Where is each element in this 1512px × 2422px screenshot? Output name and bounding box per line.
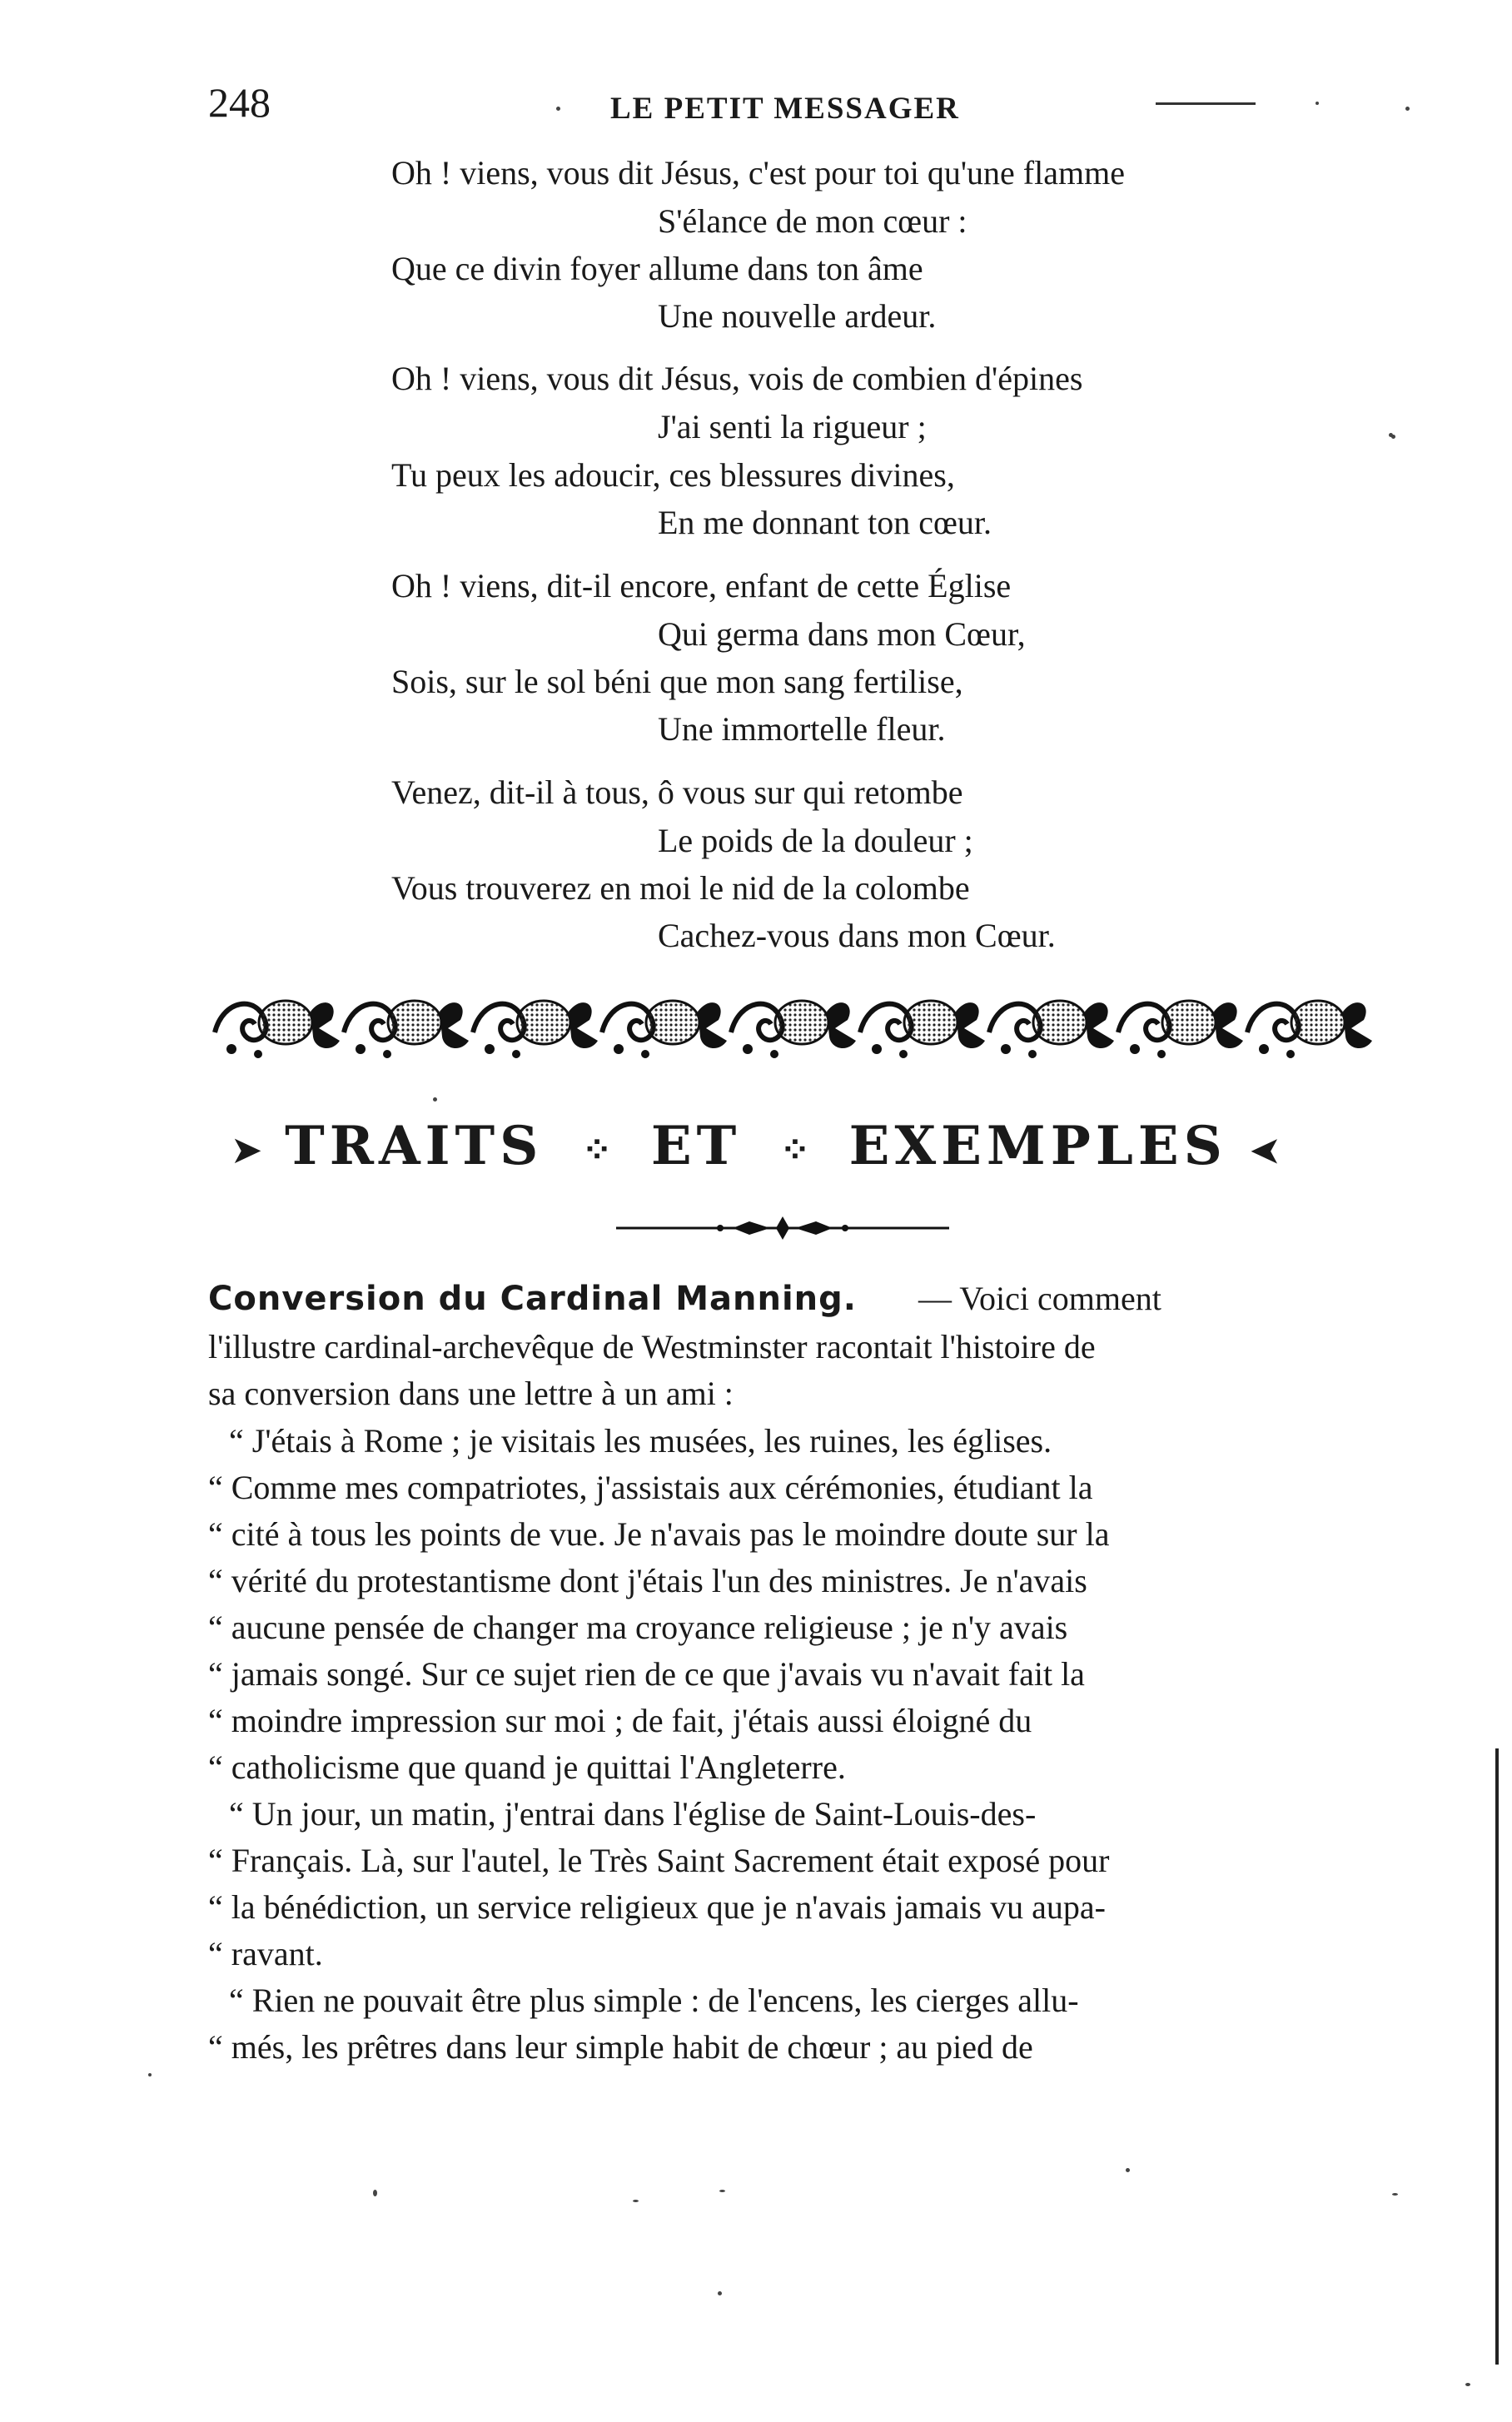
- verse-line: Oh ! viens, dit-il encore, enfant de cette Église: [391, 567, 1012, 604]
- article-line: “ Français. Là, sur l'autel, le Très Saint Sacrement était exposé pour: [208, 1842, 1110, 1879]
- header-rule: [1156, 102, 1256, 105]
- article-title: Conversion du Cardinal Manning.: [208, 1280, 857, 1318]
- page-number: 248: [208, 79, 271, 126]
- article-line: “ vérité du protestantisme dont j'étais l'un des ministres. Je n'avais: [208, 1562, 1087, 1599]
- print-speck: [1405, 107, 1410, 111]
- print-speck: [433, 1097, 437, 1102]
- verse-line: Une nouvelle ardeur.: [658, 297, 937, 335]
- print-speck: [718, 2291, 722, 2295]
- article-line: “ Un jour, un matin, j'entrai dans l'église de Saint-Louis-des-: [229, 1795, 1037, 1833]
- section-heading: [0, 1115, 1512, 1177]
- verse-line: Le poids de la douleur ;: [658, 822, 973, 859]
- verse-line: Venez, dit-il à tous, ô vous sur qui retombe: [391, 773, 963, 811]
- diamond-separator-icon: ⁘: [581, 1128, 613, 1171]
- print-speck: [1465, 2383, 1470, 2386]
- arrow-left-icon: ➤: [1251, 1129, 1281, 1171]
- article-line: “ ravant.: [208, 1935, 323, 1972]
- heading-word: EXEMPLES: [848, 1115, 1227, 1177]
- flourish-rule: [616, 1211, 949, 1245]
- print-speck: [633, 2200, 639, 2202]
- article-first-line: [208, 1280, 1161, 1318]
- vine-ornament-band: [206, 982, 1372, 1066]
- article-line: “ Rien ne pouvait être plus simple : de l'encens, les cierges allu-: [229, 1982, 1079, 2019]
- article-title-continuation: — Voici comment: [918, 1280, 1161, 1317]
- article-line: “ catholicisme que quand je quittai l'Angleterre.: [208, 1748, 846, 1786]
- verse-line: Cachez-vous dans mon Cœur.: [658, 917, 1056, 954]
- article-line: “ més, les prêtres dans leur simple habit de chœur ; au pied de: [208, 2028, 1033, 2066]
- verse-line: Qui germa dans mon Cœur,: [658, 615, 1026, 653]
- print-speck: [373, 2190, 377, 2196]
- article-line: “ jamais songé. Sur ce sujet rien de ce que j'avais vu n'avait fait la: [208, 1655, 1085, 1693]
- verse-line: Que ce divin foyer allume dans ton âme: [391, 250, 923, 287]
- verse-line: Oh ! viens, vous dit Jésus, vois de combien d'épines: [391, 360, 1083, 397]
- running-title: LE PETIT MESSAGER: [610, 92, 960, 126]
- article-line: “ J'étais à Rome ; je visitais les musées, les ruines, les églises.: [229, 1422, 1052, 1460]
- print-speck: [1126, 2168, 1130, 2172]
- print-speck: [719, 2190, 725, 2192]
- verse-line: En me donnant ton cœur.: [658, 504, 992, 541]
- heading-word: ET: [650, 1115, 742, 1177]
- article-line: sa conversion dans une lettre à un ami :: [208, 1375, 734, 1412]
- page-edge-shadow: [1495, 1748, 1499, 2365]
- verse-line: Oh ! viens, vous dit Jésus, c'est pour toi qu'une flamme: [391, 154, 1125, 191]
- article-line: “ aucune pensée de changer ma croyance religieuse ; je n'y avais: [208, 1609, 1068, 1646]
- article-line: l'illustre cardinal-archevêque de Westminster racontait l'histoire de: [208, 1328, 1096, 1365]
- print-speck: [1316, 102, 1319, 105]
- print-speck: [1392, 2193, 1398, 2196]
- heading-word: TRAITS: [285, 1115, 544, 1177]
- diamond-separator-icon: ⁘: [779, 1128, 811, 1171]
- verse-line: Vous trouverez en moi le nid de la colombe: [391, 869, 970, 907]
- article-line: “ la bénédiction, un service religieux que je n'avais jamais vu aupa-: [208, 1888, 1106, 1926]
- verse-line: S'élance de mon cœur :: [658, 202, 967, 240]
- print-speck: [556, 107, 560, 111]
- print-speck: [148, 2073, 152, 2076]
- print-speck: [1391, 435, 1395, 439]
- article-line: “ moindre impression sur moi ; de fait, j'étais aussi éloigné du: [208, 1702, 1032, 1739]
- verse-line: Tu peux les adoucir, ces blessures divines,: [391, 456, 955, 494]
- verse-line: J'ai senti la rigueur ;: [658, 408, 927, 445]
- verse-line: Une immortelle fleur.: [658, 710, 946, 748]
- article-line: “ cité à tous les points de vue. Je n'avais pas le moindre doute sur la: [208, 1515, 1110, 1553]
- article-line: “ Comme mes compatriotes, j'assistais aux cérémonies, étudiant la: [208, 1469, 1093, 1506]
- arrow-right-icon: ➤: [231, 1129, 261, 1171]
- verse-line: Sois, sur le sol béni que mon sang fertilise,: [391, 663, 963, 700]
